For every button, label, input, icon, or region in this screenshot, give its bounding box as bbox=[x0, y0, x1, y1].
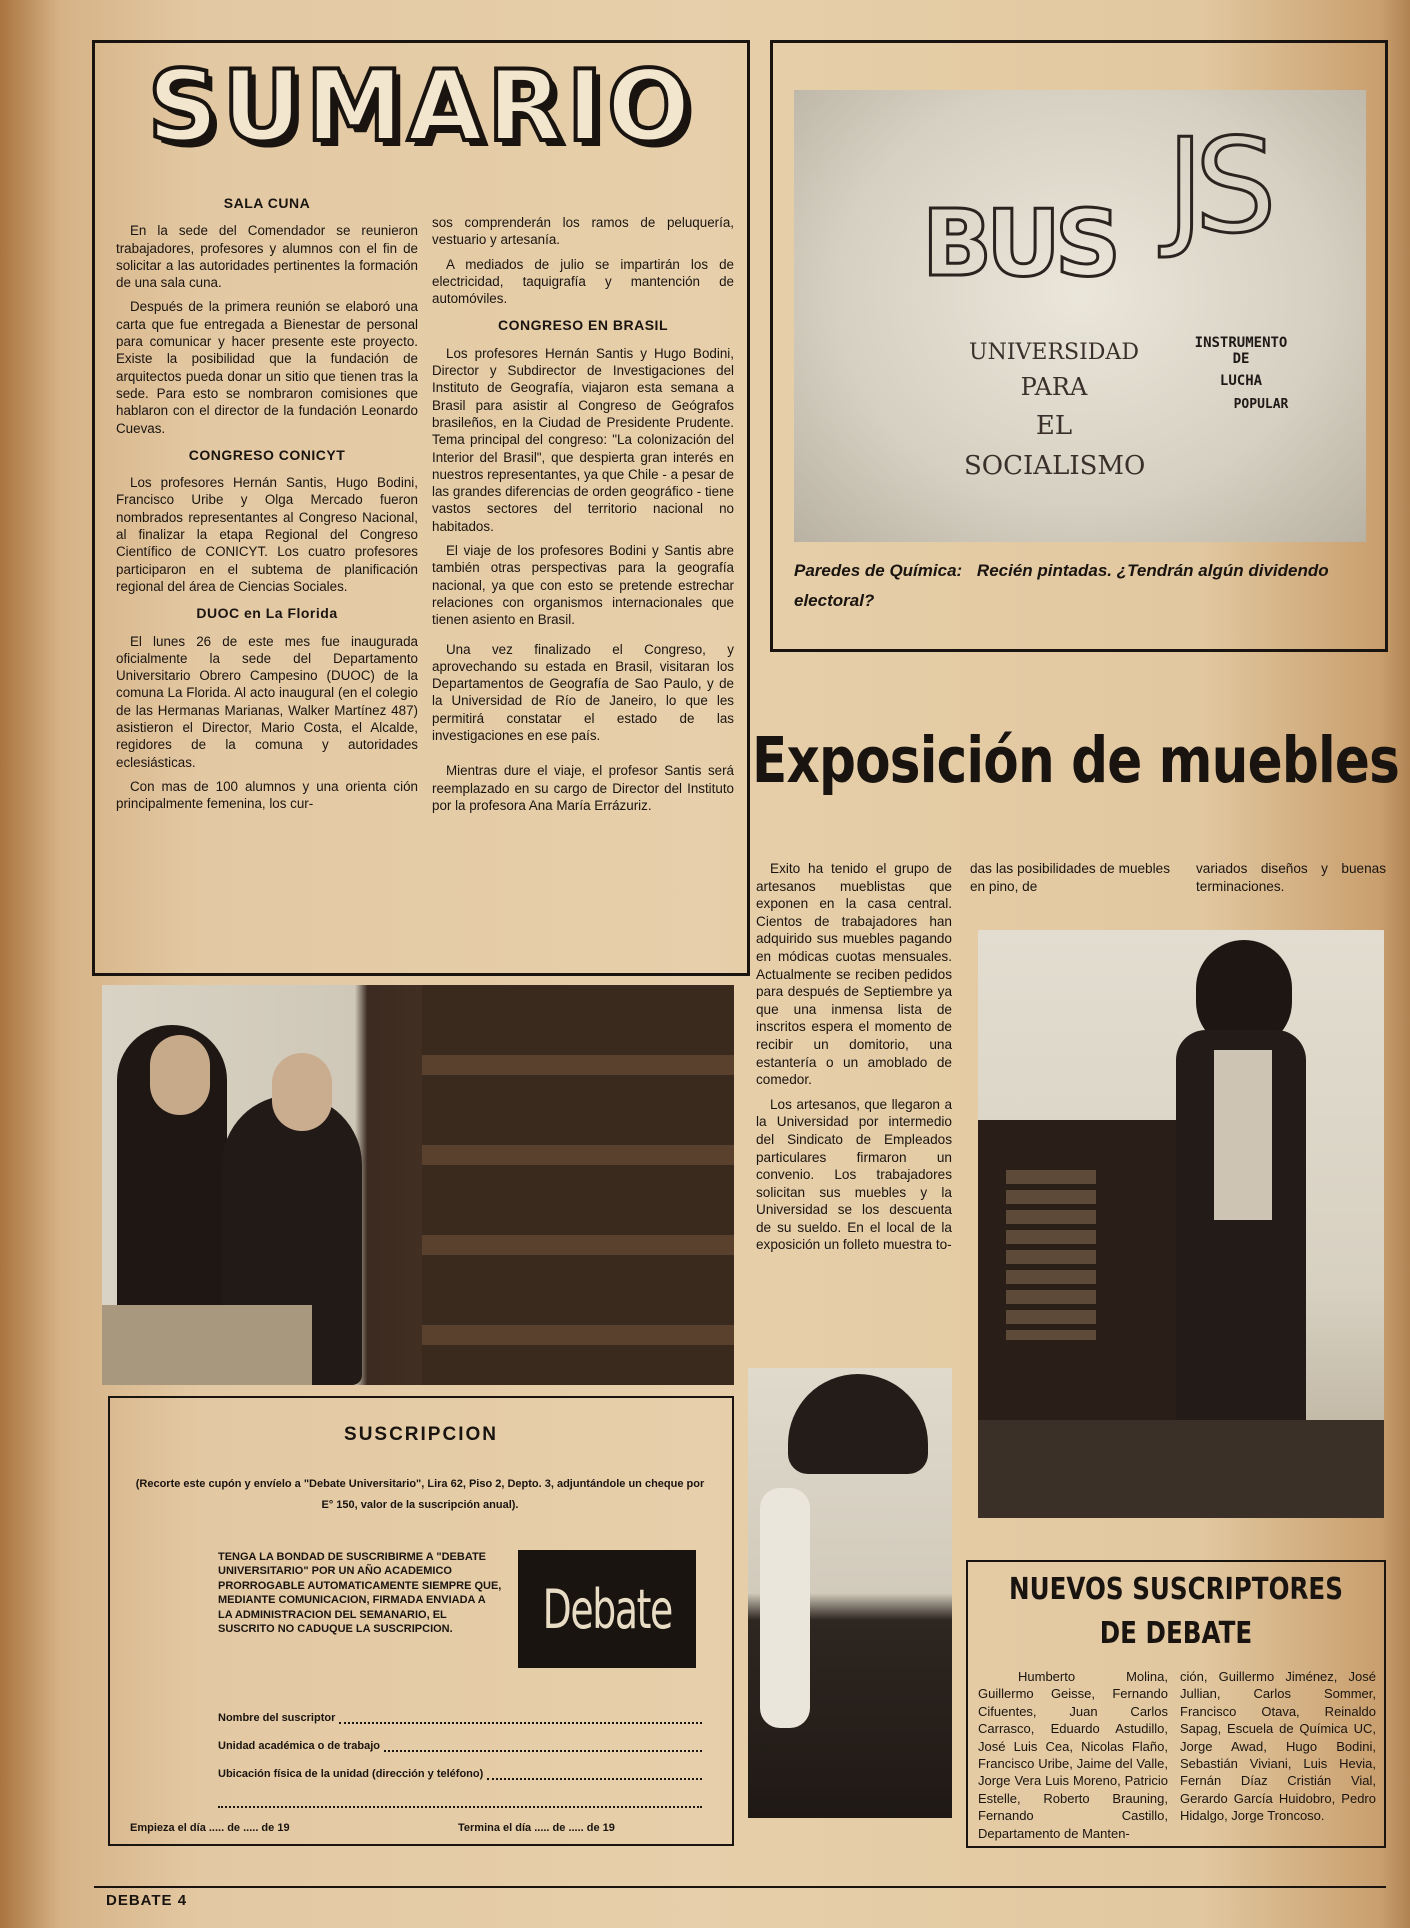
brasil-p2: El viaje de los profesores Bodini y Santis abre también otras perspectivas para la geografía nacional, ya que con esto se pretende estrechar relaciones con organismos internacionales que tienen asiento en Brasil. bbox=[432, 543, 734, 628]
duoc-p2: Con mas de 100 alumnos y una orienta ción principalmente femenina, los cur- bbox=[116, 778, 418, 812]
graffiti-line-para: PARA bbox=[1020, 373, 1088, 401]
heading-conicyt: CONGRESO CONICYT bbox=[188, 446, 346, 463]
photo-woman bbox=[748, 1368, 952, 1818]
graffiti-js: JS bbox=[1166, 110, 1267, 262]
graffiti-right-lines bbox=[1166, 335, 1316, 412]
brasil-p1: Los profesores Hernán Santis y Hugo Bodini, Director y Subdirector de Investigaciones del Instituto de Geografía, viajaron esta semana a Brasil para asistir al Congreso de Geógrafos brasileños, en la Ciudad de Presidente Prudente. Tema principal del congreso: "La colonización del Interior del Brasil", que despierta gran interés en nuestros representantes, ya que Chile - a pesar de las grandes diferencias de orden geográfico - tiene vastos sectores del territorio nacional no habitados. bbox=[432, 345, 734, 534]
nuevos-column-1 bbox=[978, 1668, 1168, 1849]
sumario-column-1 bbox=[116, 185, 418, 820]
suscripcion-blank-line bbox=[218, 1806, 702, 1808]
nuevos-col2-text: ción, Guillermo Jiménez, José Jullian, Carlos Sommer, Francisco Otava, Reinaldo Sapag, Escuela de Química UC, Jorge Awad, Hugo Bodini, Sebastián Viviani, Luis Hevia, Fernán Díaz Cristián Vial, Gerardo García Huidobro, Pedro Hidalgo, Jorge Troncoso. bbox=[1180, 1669, 1376, 1824]
cabinet-panel bbox=[1006, 1170, 1096, 1340]
suscripcion-field-1[interactable] bbox=[218, 1712, 702, 1724]
graffiti-left-lines bbox=[964, 340, 1144, 481]
heading-duoc: DUOC en La Florida bbox=[196, 605, 338, 622]
field-2-label: Unidad académica o de trabajo bbox=[218, 1740, 380, 1752]
exposicion-column-3 bbox=[1196, 860, 1386, 902]
suscripcion-field-2[interactable] bbox=[218, 1740, 702, 1752]
field-3-label: Ubicación física de la unidad (dirección y teléfono) bbox=[218, 1768, 484, 1780]
exposicion-column-2 bbox=[970, 860, 1170, 902]
nuevos-col1-text: Humberto Molina, Guillermo Geisse, Fernando Cifuentes, Juan Carlos Carrasco, Eduardo Astudillo, José Luis Cea, Nicolas Flaño, Francisco Uribe, Jaime del Valle, Jorge Vera Luis Moreno, Patricio Estelle, Roberto Brauning, Fernando Castillo, Departamento de Manten- bbox=[978, 1669, 1168, 1841]
graffiti-line-popular: POPULAR bbox=[1233, 397, 1289, 412]
woman-arm bbox=[760, 1488, 810, 1728]
suscripcion-note: (Recorte este cupón y envíelo a "Debate Universitario", Lira 62, Piso 2, Depto. 3, adjuntándole un cheque por E° 150, valor de la suscripción anual). bbox=[135, 1478, 705, 1511]
person-man-face bbox=[150, 1035, 210, 1115]
field-2-dots bbox=[384, 1740, 702, 1752]
sala-cuna-p2: Después de la primera reunión se elaboró una carta que fue entregada a Bienestar de personal para comunicar y hacer presente este proyecto. Existe la posibilidad que la fundación de arquitectos pueda donar un sitio que tienen tras la sede. Para esto se nombraron comisiones que hablaron con el director de la fundación Leonardo Cuevas. bbox=[116, 299, 418, 436]
suscripcion-end: Termina el día ..... de ..... de 19 bbox=[458, 1822, 615, 1834]
graffiti-line-lucha: LUCHA bbox=[1219, 373, 1263, 389]
sala-cuna-p1: En la sede del Comendador se reunieron trabajadores, profesores y alumnos con el fin de solicitar a las autoridades pertinentes la formación de una sala cuna. bbox=[116, 223, 418, 291]
field-1-label: Nombre del suscriptor bbox=[218, 1712, 336, 1724]
duoc-p1: El lunes 26 de este mes fue inaugurada oficialmente la sede del Departamento Universitario Obrero Campesino (DUOC) de la comuna La Florida. Al acto inaugural (en el colegio de las Hermanas Marianas, Walker Martínez 487) asistieron el Director, Mario Costa, el Alcalde, regidores de la comuna y autoridades eclesiásticas. bbox=[116, 633, 418, 770]
graffiti-caption bbox=[794, 556, 1366, 616]
suscripcion-title: SUSCRIPCION bbox=[344, 1424, 498, 1445]
brasil-p4: Mientras dure el viaje, el profesor Santis será reemplazado en su cargo de Director del Instituto por la profesora Ana María Errázuriz. bbox=[432, 763, 734, 813]
graffiti-line-instrumento: INSTRUMENTO bbox=[1194, 335, 1288, 351]
graffiti-line-el: EL bbox=[1035, 411, 1073, 441]
graffiti-line-universidad: UNIVERSIDAD bbox=[969, 340, 1139, 365]
page-footer: DEBATE 4 bbox=[106, 1892, 188, 1909]
graffiti-caption-label: Paredes de Química: bbox=[794, 561, 963, 580]
chair-shape bbox=[102, 1305, 312, 1385]
photo-couple-furniture bbox=[102, 985, 734, 1385]
debate-logo bbox=[518, 1550, 696, 1668]
graffiti-caption-text: Recién pintadas. ¿Tendrán algún dividendo electoral? bbox=[794, 561, 1329, 610]
field-1-dots bbox=[339, 1712, 702, 1724]
suscripcion-body: TENGA LA BONDAD DE SUSCRIBIRME A "DEBATE UNIVERSITARIO" POR UN AÑO ACADEMICO PRORROGABLE AUTOMATICAMENTE SIEMPRE QUE, MEDIANTE COMUNICACION, FIRMADA ENVIADA A LA ADMINISTRACION DEL SEMANARIO, EL SUSCRITO NO CADUQUE LA SUSCRIPCION. bbox=[218, 1551, 502, 1636]
footer-rule bbox=[94, 1886, 1386, 1888]
exposicion-p2: Los artesanos, que llegaron a la Universidad por intermedio del Sindicato de Empleados particulares firmaron un convenio. Los trabajadores solicitan sus muebles y la Universidad se los descuenta de su sueldo. En el local de la exposición un folleto muestra to- bbox=[756, 1096, 952, 1253]
heading-brasil: CONGRESO EN BRASIL bbox=[497, 317, 668, 334]
exposicion-title: Exposición de muebles bbox=[752, 724, 1400, 797]
exposicion-column-1 bbox=[756, 860, 952, 1261]
sumario-column-2 bbox=[432, 214, 734, 821]
brasil-p3: Una vez finalizado el Congreso, y aprovechando su estada en Brasil, visitaran los Departamentos de Geografía de Sao Paulo, y de la Universidad de Río de Janeiro, lo que les permitirá constatar el estado de las investigaciones en ese país. bbox=[432, 641, 734, 744]
woman-hair bbox=[788, 1374, 928, 1474]
photo-man-cabinet bbox=[978, 930, 1384, 1518]
graffiti-line-de: DE bbox=[1232, 351, 1250, 367]
exposicion-col2-text: das las posibilidades de muebles en pino, de bbox=[970, 861, 1170, 894]
suscripcion-start: Empieza el día ..... de ..... de 19 bbox=[130, 1822, 290, 1834]
col2-p1: sos comprenderán los ramos de peluquería, vestuario y artesanía. bbox=[432, 215, 734, 248]
exposicion-p1: Exito ha tenido el grupo de artesanos mueblistas que exponen en la casa central. Cientos de trabajadores han adquirido sus muebles pagando en módicas cuotas mensuales. Actualmente se reciben pedidos para después de Septiembre ya que una inmensa lista de inscritos espera el momento de recibir un domitorio, una estantería o un amoblado de comedor. bbox=[756, 861, 952, 1088]
nuevos-title-2: DE DEBATE bbox=[1099, 1616, 1253, 1651]
nuevos-column-2 bbox=[1180, 1668, 1376, 1832]
furniture-shelf-shape bbox=[422, 985, 734, 1385]
suscripcion-field-3[interactable] bbox=[218, 1768, 702, 1780]
nuevos-title-1: NUEVOS SUSCRIPTORES bbox=[1009, 1572, 1343, 1607]
conicyt-p1: Los profesores Hernán Santis, Hugo Bodini, Francisco Uribe y Olga Mercado fueron nombrados representantes al Congreso Nacional, al finalizar la etapa Regional del Congreso Científico de CONICYT. Los cuatro profesores participaron en el subtema de planificación regional del área de Ciencias Sociales. bbox=[116, 475, 418, 594]
graffiti-line-socialismo: SOCIALISMO bbox=[964, 451, 1146, 481]
floor-shape bbox=[978, 1420, 1384, 1518]
field-3-dots bbox=[487, 1768, 702, 1780]
col2-p2: A mediados de julio se impartirán los de electricidad, taquigrafía y mantención de automóviles. bbox=[432, 256, 734, 307]
person-woman-face bbox=[272, 1053, 332, 1131]
debate-logo-text: Debate bbox=[542, 1577, 672, 1641]
heading-sala-cuna: SALA CUNA bbox=[223, 195, 311, 211]
graffiti-photo bbox=[794, 90, 1366, 542]
exposicion-col3-text: variados diseños y buenas terminaciones. bbox=[1196, 861, 1386, 894]
graffiti-bus: BUS bbox=[922, 190, 1116, 297]
sumario-title: SUMARIO bbox=[147, 50, 695, 164]
man-shirt bbox=[1214, 1050, 1272, 1220]
